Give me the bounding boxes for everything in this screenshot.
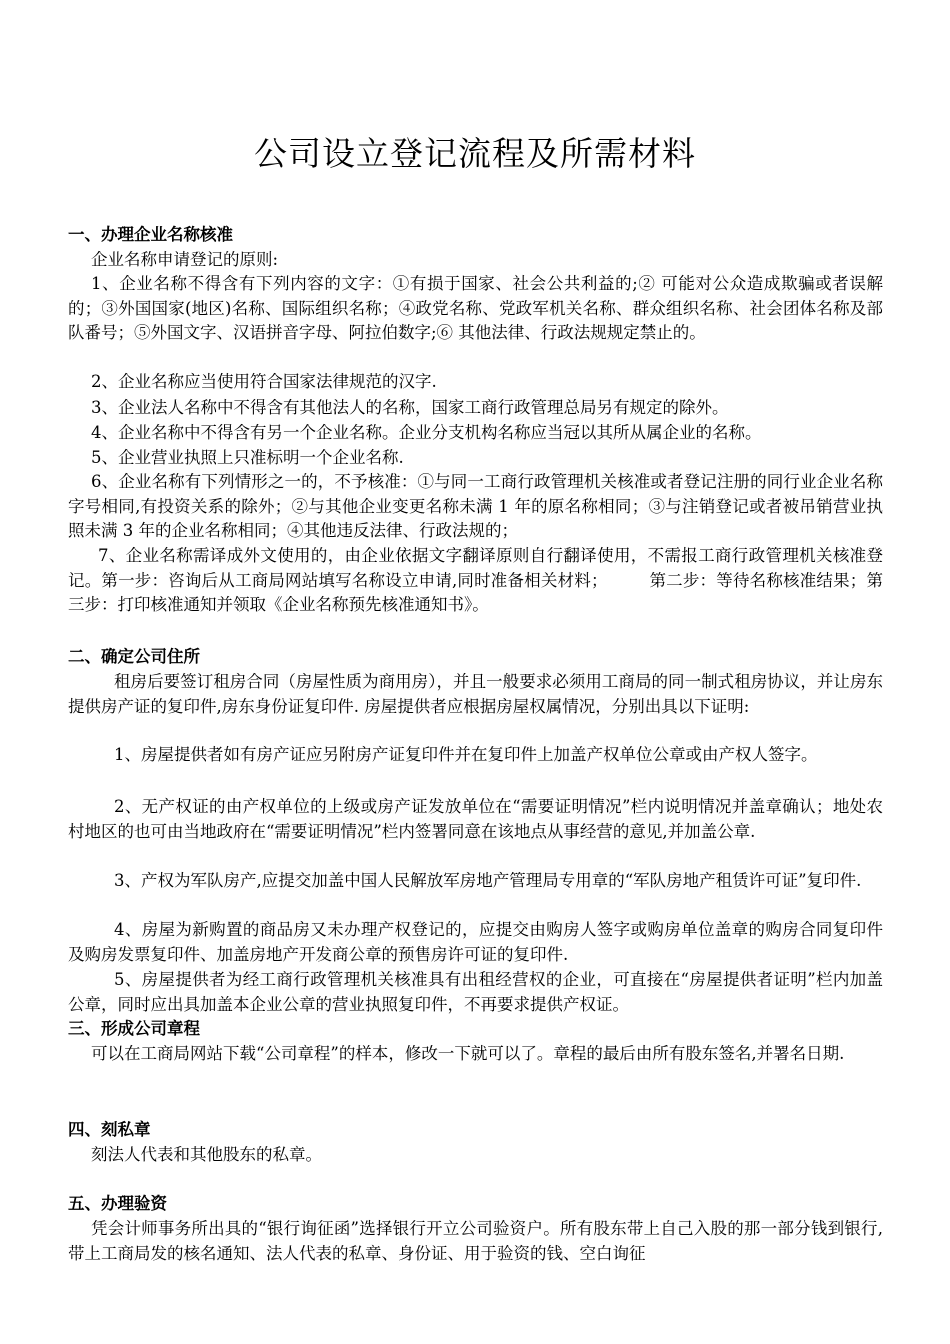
section-2-paragraph-item-5: 5、房屋提供者为经工商行政管理机关核准具有出租经营权的企业，可直接在“房屋提供者证明”栏内加盖公章，同时应出具加盖本企业公章的营业执照复印件，不再要求提供产权证。 <box>68 970 883 1014</box>
section-1-paragraph-rule-1: 1、企业名称不得含有下列内容的文字：①有损于国家、社会公共利益的;② 可能对公众造成欺骗或者误解的；③外国国家(地区)名称、国际组织名称；④政党名称、党政军机关名称、群众组织名称、社会团体名称及部队番号；⑤外国文字、汉语拼音字母、阿拉伯数字;⑥ 其他法律、行政法规规定禁止的。 <box>68 274 883 342</box>
section-1-paragraph-rule-6: 6、企业名称有下列情形之一的，不予核准：①与同一工商行政管理机关核准或者登记注册的同行业企业名称字号相同,有投资关系的除外；②与其他企业变更名称未满 1 年的原名称相同；③与注销登记或者被吊销营业执照未满 3 年的企业名称相同；④其他违反法律、行政法规的； <box>68 472 883 540</box>
section-1-paragraph-rule-7: 7、企业名称需译成外文使用的，由企业依据文字翻译原则自行翻译使用，不需报工商行政管理机关核准登记。第一步：咨询后从工商局网站填写名称设立申请,同时准备相关材料； 第二步：等待名称核准结果；第三步：打印核准通知并领取《企业名称预先核准通知书》。 <box>68 546 883 614</box>
section-heading-5: 五、办理验资 <box>68 1194 167 1213</box>
section-heading-2: 二、确定公司住所 <box>68 647 200 666</box>
section-2-paragraph-item-1: 1、房屋提供者如有房产证应另附房产证复印件并在复印件上加盖产权单位公章或由产权人签字。 <box>114 745 818 764</box>
section-heading-4: 四、刻私章 <box>68 1120 151 1139</box>
section-1-paragraph-rule-4: 4、企业名称中不得含有另一个企业名称。企业分支机构名称应当冠以其所从属企业的名称。 <box>91 423 762 442</box>
section-4-paragraph: 刻法人代表和其他股东的私章。 <box>91 1145 322 1164</box>
section-2-paragraph-item-3: 3、产权为军队房产,应提交加盖中国人民解放军房地产管理局专用章的“军队房地产租赁许可证”复印件. <box>114 871 862 890</box>
section-2-paragraph-item-4: 4、房屋为新购置的商品房又未办理产权登记的，应提交由购房人签字或购房单位盖章的购房合同复印件及购房发票复印件、加盖房地产开发商公章的预售房许可证的复印件. <box>68 920 883 964</box>
section-2-paragraph-intro: 租房后要签订租房合同（房屋性质为商用房），并且一般要求必须用工商局的同一制式租房协议，并让房东提供房产证的复印件,房东身份证复印件. 房屋提供者应根据房屋权属情况，分别出具以下证明: <box>68 672 883 716</box>
document-title: 公司设立登记流程及所需材料 <box>254 134 696 173</box>
section-1-paragraph-rule-3: 3、企业法人名称中不得含有其他法人的名称，国家工商行政管理总局另有规定的除外。 <box>91 398 729 417</box>
section-3-paragraph: 可以在工商局网站下载“公司章程”的样本，修改一下就可以了。章程的最后由所有股东签名,并署名日期. <box>91 1044 845 1063</box>
section-2-paragraph-item-2: 2、无产权证的由产权单位的上级或房产证发放单位在“需要证明情况”栏内说明情况并盖章确认；地处农村地区的也可由当地政府在“需要证明情况”栏内签署同意在该地点从事经营的意见,并加盖公章. <box>68 797 883 841</box>
section-heading-1: 一、办理企业名称核准 <box>68 225 233 244</box>
section-heading-3: 三、形成公司章程 <box>68 1019 200 1038</box>
section-1-paragraph-rule-2: 2、企业名称应当使用符合国家法律规范的汉字. <box>91 372 437 391</box>
section-1-paragraph-rule-5: 5、企业营业执照上只准标明一个企业名称. <box>91 448 404 467</box>
section-5-paragraph: 凭会计师事务所出具的“银行询征函”选择银行开立公司验资户。所有股东带上自己入股的那一部分钱到银行,带上工商局发的核名通知、法人代表的私章、身份证、用于验资的钱、空白询征 <box>68 1219 883 1263</box>
section-1-paragraph-intro: 企业名称申请登记的原则: <box>91 250 279 269</box>
